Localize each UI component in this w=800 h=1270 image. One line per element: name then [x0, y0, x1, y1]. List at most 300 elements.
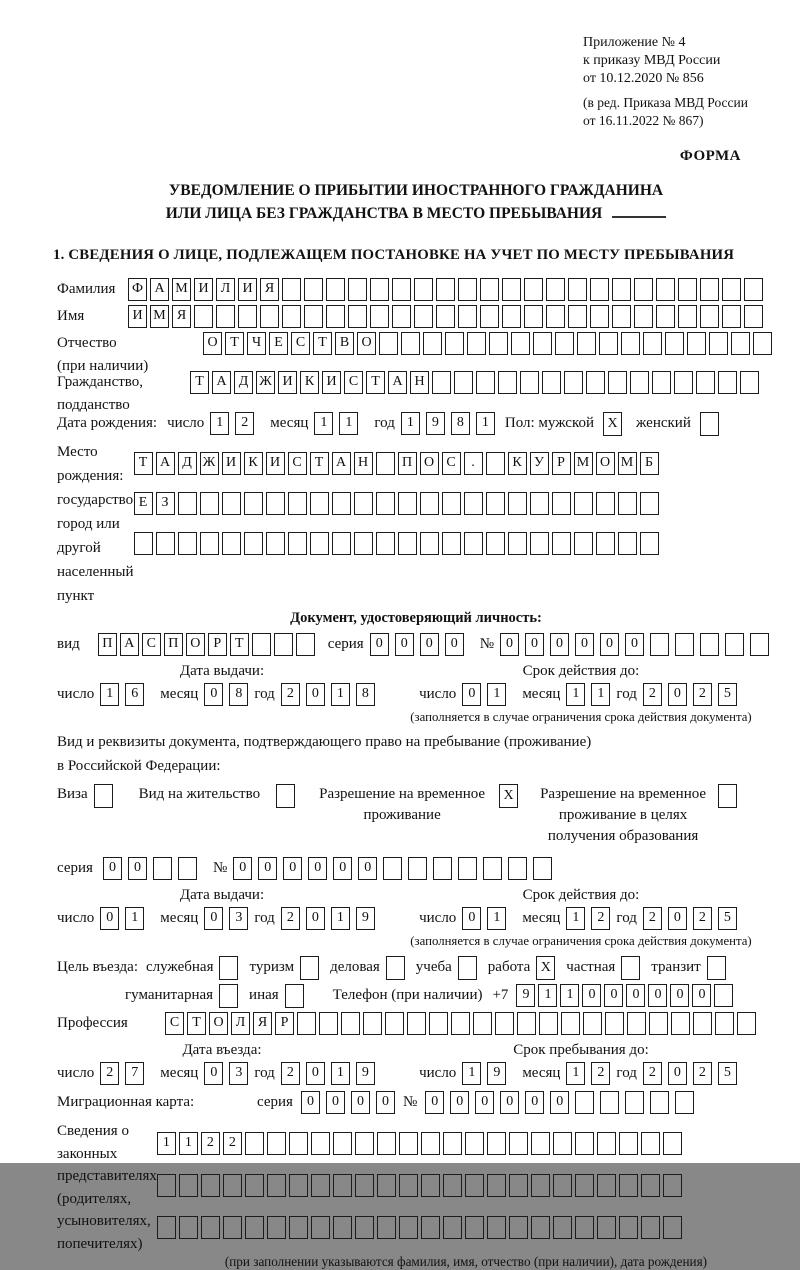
form-cell: 0	[582, 984, 601, 1007]
visa-checkbox	[94, 784, 113, 808]
form-cell: 2	[281, 1062, 300, 1085]
form-cell	[546, 278, 565, 301]
form-cell	[421, 1132, 440, 1155]
birth-year-cells	[401, 412, 501, 435]
month-label: месяц	[522, 686, 561, 702]
form-cell: З	[156, 492, 175, 515]
form-cell: 8	[229, 683, 248, 706]
form-cell	[443, 1132, 462, 1155]
form-cell	[432, 371, 451, 394]
form-title-line1: УВЕДОМЛЕНИЕ О ПРИБЫТИИ ИНОСТРАННОГО ГРАЖДАНИНА	[168, 182, 664, 199]
form-cell	[178, 857, 197, 880]
form-cell	[296, 633, 315, 656]
residence-expiry-month-cells	[566, 907, 616, 930]
form-cell	[157, 1174, 176, 1197]
form-cell: 5	[718, 907, 737, 930]
option-label: работа	[487, 959, 531, 975]
guardians-note: (при заполнении указываются фамилия, имя, отчество (при наличии), дата рождения)	[224, 1254, 708, 1269]
form-cell: 7	[125, 1062, 144, 1085]
form-cell: 0	[306, 683, 325, 706]
form-cell	[244, 492, 263, 515]
form-cell	[377, 1216, 396, 1239]
form-cell	[333, 1216, 352, 1239]
entry-day-cells	[100, 1062, 150, 1085]
form-cell	[178, 532, 197, 555]
permit-option-temporary-residence-education	[540, 784, 737, 847]
year-label: год	[254, 1065, 275, 1081]
form-cell: О	[203, 332, 222, 355]
form-cell: П	[98, 633, 117, 656]
form-cell	[464, 532, 483, 555]
form-cell: 0	[306, 907, 325, 930]
form-cell	[618, 532, 637, 555]
form-cell: 0	[395, 633, 414, 656]
form-cell	[370, 305, 389, 328]
form-cell: Т	[310, 452, 329, 475]
form-cell	[355, 1132, 374, 1155]
form-cell	[678, 278, 697, 301]
label-line: (родителях,	[57, 1190, 132, 1207]
form-cell	[483, 857, 502, 880]
form-cell	[156, 532, 175, 555]
form-cell	[398, 492, 417, 515]
month-label: месяц	[522, 910, 561, 926]
form-cell: А	[212, 371, 231, 394]
form-cell	[399, 1216, 418, 1239]
purpose-option	[249, 984, 304, 1008]
form-cell: 0	[462, 683, 481, 706]
form-cell: М	[150, 305, 169, 328]
purpose-option	[146, 956, 239, 980]
form-cell: 8	[451, 412, 470, 435]
form-cell: А	[156, 452, 175, 475]
form-cell	[341, 1012, 360, 1035]
form-cell	[223, 1216, 242, 1239]
guardians-row3	[157, 1216, 685, 1239]
form-cell: Ф	[128, 278, 147, 301]
form-cell	[282, 278, 301, 301]
form-cell: К	[508, 452, 527, 475]
form-cell: 6	[125, 683, 144, 706]
permit-option-visa	[57, 784, 113, 808]
entry-purpose-row2	[57, 984, 775, 1008]
firstname-cells	[128, 305, 766, 328]
form-cell: Б	[640, 452, 659, 475]
form-cell	[476, 371, 495, 394]
firstname-label: Имя	[57, 308, 85, 324]
birthplace-labels	[57, 440, 134, 608]
number-label: №	[479, 636, 494, 652]
form-cell	[245, 1216, 264, 1239]
form-cell: 3	[229, 1062, 248, 1085]
form-cell: 1	[100, 683, 119, 706]
form-cell	[436, 305, 455, 328]
form-cell: С	[165, 1012, 184, 1035]
birthplace-row2	[134, 492, 662, 515]
form-cell	[348, 305, 367, 328]
firstname-row	[57, 305, 775, 328]
form-cell: 1	[331, 1062, 350, 1085]
number-label: №	[402, 1094, 418, 1110]
temporary-residence-checkbox: X	[499, 784, 518, 808]
guardians-cells	[157, 1120, 775, 1246]
form-cell: 0	[204, 683, 223, 706]
form-cell: 0	[358, 857, 377, 880]
form-cell	[383, 857, 402, 880]
form-cell: А	[388, 371, 407, 394]
form-cell	[392, 278, 411, 301]
form-cell: 5	[718, 1062, 737, 1085]
form-cell	[153, 857, 172, 880]
form-cell: 1	[462, 1062, 481, 1085]
option-label: транзит	[651, 959, 701, 975]
purpose-option	[249, 956, 319, 980]
form-cell: 0	[550, 633, 569, 656]
form-cell	[533, 332, 552, 355]
label-line: усыновителях,	[57, 1213, 151, 1229]
form-cell: Е	[134, 492, 153, 515]
form-cell	[575, 1132, 594, 1155]
option-label: служебная	[145, 959, 214, 975]
form-cell	[421, 1216, 440, 1239]
form-cell	[333, 1174, 352, 1197]
form-cell	[200, 532, 219, 555]
form-cell	[564, 371, 583, 394]
form-cell	[678, 305, 697, 328]
month-label: месяц	[270, 415, 309, 431]
form-cell	[520, 371, 539, 394]
form-cell: Р	[208, 633, 227, 656]
form-cell	[725, 633, 744, 656]
form-cell	[414, 305, 433, 328]
migration-card-label: Миграционная карта:	[57, 1094, 195, 1110]
form-cell: 0	[668, 1062, 687, 1085]
birthplace-row3	[134, 532, 662, 555]
form-cell: 2	[281, 907, 300, 930]
form-cell	[575, 1091, 594, 1114]
form-cell	[304, 305, 323, 328]
entry-month-cells	[204, 1062, 254, 1085]
day-label: число	[57, 686, 95, 702]
form-cell: 0	[670, 984, 689, 1007]
residence-intro-line1: Вид и реквизиты документа, подтверждающего право на пребывание (проживание)	[57, 734, 592, 750]
birthdate-label: Дата рождения:	[57, 415, 158, 431]
form-cell: М	[618, 452, 637, 475]
purpose-options-2	[125, 984, 315, 1008]
form-cell	[553, 1216, 572, 1239]
form-cell	[486, 452, 505, 475]
form-cell	[693, 1012, 712, 1035]
form-cell	[252, 633, 271, 656]
label-line: представителях	[57, 1168, 157, 1184]
entry-purpose-row	[57, 956, 775, 980]
form-cell	[597, 1174, 616, 1197]
form-cell	[530, 492, 549, 515]
doc-number-cells	[500, 633, 775, 656]
doc-kind-label: вид	[57, 636, 80, 652]
form-cell: И	[278, 371, 297, 394]
form-cell	[436, 278, 455, 301]
entry-purpose-label: Цель въезда:	[57, 959, 138, 975]
entry-date-title: Дата въезда:	[182, 1042, 262, 1058]
form-cell: С	[288, 452, 307, 475]
form-cell	[652, 371, 671, 394]
citizenship-row	[57, 371, 775, 413]
form-cell: 0	[625, 633, 644, 656]
form-cell	[714, 984, 733, 1007]
form-cell	[643, 332, 662, 355]
form-cell	[608, 371, 627, 394]
form-cell	[722, 278, 741, 301]
temporary-residence-education-label: Разрешение на временное проживание в целях получения образования	[540, 786, 707, 844]
form-cell	[179, 1174, 198, 1197]
form-cell: 2	[591, 907, 610, 930]
form-cell	[311, 1216, 330, 1239]
form-cell: О	[596, 452, 615, 475]
form-cell	[531, 1132, 550, 1155]
stay-until-title: Срок пребывания до:	[513, 1042, 649, 1058]
option-label: учеба	[415, 959, 452, 975]
form-cell	[630, 371, 649, 394]
form-cell: И	[322, 371, 341, 394]
form-cell: 1	[560, 984, 579, 1007]
form-cell: С	[442, 452, 461, 475]
form-cell	[245, 1174, 264, 1197]
form-cell	[641, 1132, 660, 1155]
guardians-labels	[57, 1120, 157, 1270]
form-cell: 1	[566, 1062, 585, 1085]
form-cell: Л	[231, 1012, 250, 1035]
year-label: год	[616, 910, 637, 926]
form-cell	[605, 1012, 624, 1035]
form-cell: Е	[269, 332, 288, 355]
gender-male-label: Пол: мужской	[504, 415, 595, 431]
form-cell: М	[172, 278, 191, 301]
form-cell: Д	[178, 452, 197, 475]
expiry-note: (заполняется в случае ограничения срока действия документа)	[410, 934, 752, 948]
form-cell	[355, 1216, 374, 1239]
form-cell	[304, 278, 323, 301]
form-cell: Я	[172, 305, 191, 328]
form-cell	[311, 1132, 330, 1155]
form-cell	[663, 1132, 682, 1155]
form-cell	[454, 371, 473, 394]
permit-option-residence-permit	[139, 784, 295, 808]
form-cell	[618, 492, 637, 515]
form-cell: 9	[356, 907, 375, 930]
form-cell	[266, 492, 285, 515]
patronymic-row	[57, 332, 775, 374]
doc-expiry-date	[387, 662, 775, 726]
surname-row	[57, 278, 775, 301]
profession-row	[57, 1012, 775, 1035]
annex-line: Приложение № 4	[583, 35, 686, 50]
form-cell	[489, 332, 508, 355]
form-cell: 9	[516, 984, 535, 1007]
annex-line: от 16.11.2022 № 867)	[583, 113, 704, 128]
form-cell	[354, 532, 373, 555]
purpose-option	[330, 956, 405, 980]
form-cell: Н	[410, 371, 429, 394]
form-cell	[508, 532, 527, 555]
expiry-note: (заполняется в случае ограничения срока действия документа)	[410, 710, 752, 724]
form-cell: 0	[128, 857, 147, 880]
form-cell	[509, 1216, 528, 1239]
form-cell	[423, 332, 442, 355]
form-cell	[399, 1132, 418, 1155]
form-cell	[354, 492, 373, 515]
stay-until-date	[387, 1041, 775, 1085]
form-cell: 2	[643, 907, 662, 930]
form-cell	[625, 1091, 644, 1114]
form-cell	[640, 532, 659, 555]
form-cell: 1	[566, 683, 585, 706]
expiry-month-cells	[566, 683, 616, 706]
form-cell: К	[300, 371, 319, 394]
form-cell: А	[150, 278, 169, 301]
option-checkbox	[219, 956, 238, 980]
form-cell	[200, 492, 219, 515]
form-cell	[433, 857, 452, 880]
form-cell: Т	[225, 332, 244, 355]
day-label: число	[419, 686, 457, 702]
form-title-line2-text: ИЛИ ЛИЦА БЕЗ ГРАЖДАНСТВА В МЕСТО ПРЕБЫВАНИЯ	[165, 205, 603, 222]
form-cell	[245, 1132, 264, 1155]
form-cell: 1	[487, 683, 506, 706]
form-cell	[414, 278, 433, 301]
citizenship-label	[57, 371, 190, 413]
form-cell: 0	[604, 984, 623, 1007]
form-cell	[590, 305, 609, 328]
gender-male-checkbox: X	[603, 412, 622, 436]
option-label: деловая	[330, 959, 380, 975]
form-cell	[517, 1012, 536, 1035]
residence-doc-intro	[57, 730, 775, 778]
annex-line: (в ред. Приказа МВД России	[583, 95, 748, 110]
doc-kind-cells	[98, 633, 318, 656]
form-cell	[194, 305, 213, 328]
form-cell	[575, 1216, 594, 1239]
form-cell: Т	[230, 633, 249, 656]
form-cell	[590, 278, 609, 301]
form-cell: 1	[331, 683, 350, 706]
residence-series-cells	[103, 857, 203, 880]
form-cell: 0	[420, 633, 439, 656]
form-cell: 1	[566, 907, 585, 930]
residence-expiry-year-cells	[643, 907, 743, 930]
birthplace-cells	[134, 440, 776, 608]
form-cell	[495, 1012, 514, 1035]
form-cell	[687, 332, 706, 355]
form-cell	[533, 857, 552, 880]
form-cell	[709, 332, 728, 355]
form-title-line2	[57, 202, 775, 225]
form-cell	[530, 532, 549, 555]
form-cell	[700, 305, 719, 328]
form-cell	[619, 1216, 638, 1239]
form-cell: 2	[591, 1062, 610, 1085]
form-cell	[612, 305, 631, 328]
form-cell	[511, 332, 530, 355]
form-cell	[634, 278, 653, 301]
form-cell	[542, 371, 561, 394]
residence-permit-checkbox	[276, 784, 295, 808]
form-cell: 2	[693, 683, 712, 706]
issue-month-cells	[204, 683, 254, 706]
form-cell	[238, 305, 257, 328]
label-line: государство	[57, 492, 134, 508]
form-cell: 0	[425, 1091, 444, 1114]
form-cell	[649, 1012, 668, 1035]
form-cell: 0	[500, 633, 519, 656]
form-cell	[502, 278, 521, 301]
form-cell: Р	[552, 452, 571, 475]
form-cell: В	[335, 332, 354, 355]
day-label: число	[419, 910, 457, 926]
form-cell	[289, 1132, 308, 1155]
form-cell	[289, 1174, 308, 1197]
form-cell: 0	[626, 984, 645, 1007]
form-cell	[458, 305, 477, 328]
section1-heading: 1. СВЕДЕНИЯ О ЛИЦЕ, ПОДЛЕЖАЩЕМ ПОСТАНОВКЕ НА УЧЕТ ПО МЕСТУ ПРЕБЫВАНИЯ	[53, 247, 735, 263]
patronymic-cells	[203, 332, 775, 355]
form-cell: Т	[190, 371, 209, 394]
identity-doc-heading: Документ, удостоверяющий личность:	[290, 610, 542, 626]
form-cell	[266, 532, 285, 555]
form-cell: П	[398, 452, 417, 475]
form-cell	[288, 532, 307, 555]
form-cell	[443, 1216, 462, 1239]
form-cell: 2	[100, 1062, 119, 1085]
form-cell: 1	[210, 412, 229, 435]
annex-amendment	[583, 94, 775, 130]
form-cell	[552, 532, 571, 555]
form-cell	[524, 305, 543, 328]
form-cell	[675, 1091, 694, 1114]
form-cell	[498, 371, 517, 394]
surname-cells	[128, 278, 766, 301]
form-cell	[398, 532, 417, 555]
residence-number-cells	[233, 857, 558, 880]
permit-options-row	[57, 784, 775, 847]
form-cell: 0	[326, 1091, 345, 1114]
option-label: туризм	[249, 959, 295, 975]
form-cell	[663, 1216, 682, 1239]
form-cell	[467, 332, 486, 355]
entry-dates	[57, 1041, 775, 1085]
form-cell: 1	[591, 683, 610, 706]
form-cell	[502, 305, 521, 328]
form-cell	[376, 492, 395, 515]
annex-block	[583, 34, 775, 130]
form-cell: 0	[103, 857, 122, 880]
form-cell	[355, 1174, 374, 1197]
form-cell: Р	[275, 1012, 294, 1035]
form-cell	[326, 305, 345, 328]
form-cell	[401, 332, 420, 355]
form-cell	[744, 305, 763, 328]
form-cell: О	[186, 633, 205, 656]
form-cell	[575, 1174, 594, 1197]
migration-series-cells	[301, 1091, 401, 1114]
form-cell: Д	[234, 371, 253, 394]
birthplace-block	[57, 440, 775, 608]
purpose-option	[488, 956, 556, 980]
form-cell	[407, 1012, 426, 1035]
form-cell	[157, 1216, 176, 1239]
form-cell: А	[120, 633, 139, 656]
form-cell	[377, 1174, 396, 1197]
